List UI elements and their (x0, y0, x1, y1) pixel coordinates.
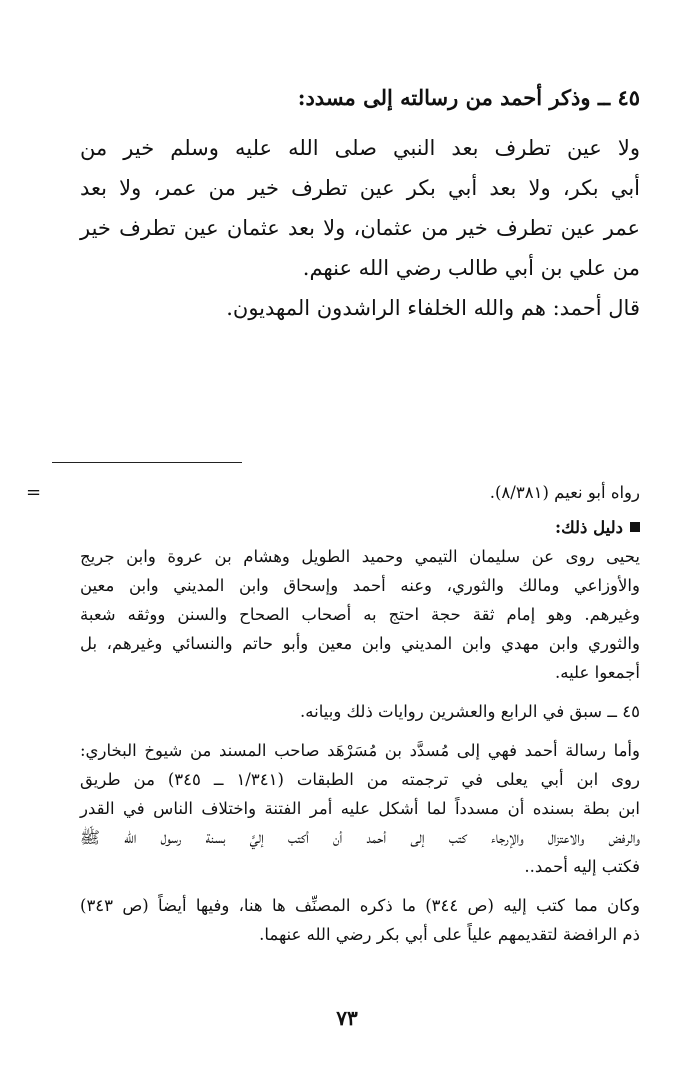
footnote-separator (52, 462, 242, 463)
letter-line-4: والرفض والاعتزال والإرجاء كتب إلى أحمد أن أكتب إليَّ بسنة رسول الله ﷺ (80, 828, 640, 847)
letter-line-2: روى ابن أبي يعلى في ترجمته من الطبقات (١/٣٤١ ــ ٣٤٥) من طريق (80, 770, 640, 789)
evidence-line-4: والثوري وابن مهدي وابن المديني وابن معين وأبو حاتم والنسائي وغيرهم، بل (80, 634, 640, 653)
evidence-heading: دليل ذلك: (555, 518, 623, 537)
square-bullet-icon (630, 522, 640, 532)
footnotes (80, 478, 640, 949)
evidence-line-1: يحيى روى عن سليمان التيمي وحميد الطويل وهشام بن عروة وابن جريج (80, 547, 640, 566)
main-quote: قال أحمد: هم والله الخلفاء الراشدون المهديون. (226, 296, 640, 320)
main-line-4: من علي بن أبي طالب رضي الله عنهم. (302, 256, 640, 280)
main-line-1: ولا عين تطرف بعد النبي صلى الله عليه وسلم خير من (80, 136, 640, 160)
evidence-line-5: أجمعوا عليه. (554, 663, 640, 682)
closing-line-1: وكان مما كتب إليه (ص ٣٤٤) ما ذكره المصنِّف ها هنا، وفيها أيضاً (ص ٣٤٣) (80, 896, 640, 915)
evidence-heading-row (80, 513, 640, 542)
footnote-reference: رواه أبو نعيم (٨/٣٨١). (489, 483, 640, 502)
section-heading: ٤٥ ــ وذكر أحمد من رسالته إلى مسدد: (297, 85, 640, 110)
evidence-line-2: والأوزاعي ومالك والثوري، وعنه أحمد وإسحاق وابن المديني وابن معين (80, 576, 640, 595)
letter-line-1: وأما رسالة أحمد فهي إلى مُسدَّد بن مُسَرْهَد صاحب المسند من شيوخ البخاري: (80, 741, 640, 760)
page-number: ٧٣ (336, 1006, 358, 1030)
main-line-3: عمر عين تطرف خير من عثمان، ولا بعد عثمان عين تطرف خير (80, 216, 640, 240)
continuation-mark: = (26, 482, 42, 503)
closing-line-2: ذم الرافضة لتقديمهم علياً على أبي بكر رضي الله عنهما. (259, 925, 640, 944)
main-paragraph (80, 128, 640, 328)
letter-line-3: ابن بطة بسنده أن مسدداً لما أشكل عليه أمر الفتنة واختلاف الناس في القدر (80, 799, 640, 818)
letter-line-5: فكتب إليه أحمد.. (524, 857, 640, 876)
main-text (70, 78, 640, 118)
evidence-line-3: وغيرهم. وهو إمام ثقة حجة احتج به أصحاب الصحاح والسنن ووثقه شعبة (80, 605, 640, 624)
main-line-2: أبي بكر، ولا بعد أبي بكر عين تطرف خير من عمر، ولا بعد (80, 176, 640, 200)
note-45: ٤٥ ــ سبق في الرابع والعشرين روايات ذلك وبيانه. (300, 702, 640, 721)
